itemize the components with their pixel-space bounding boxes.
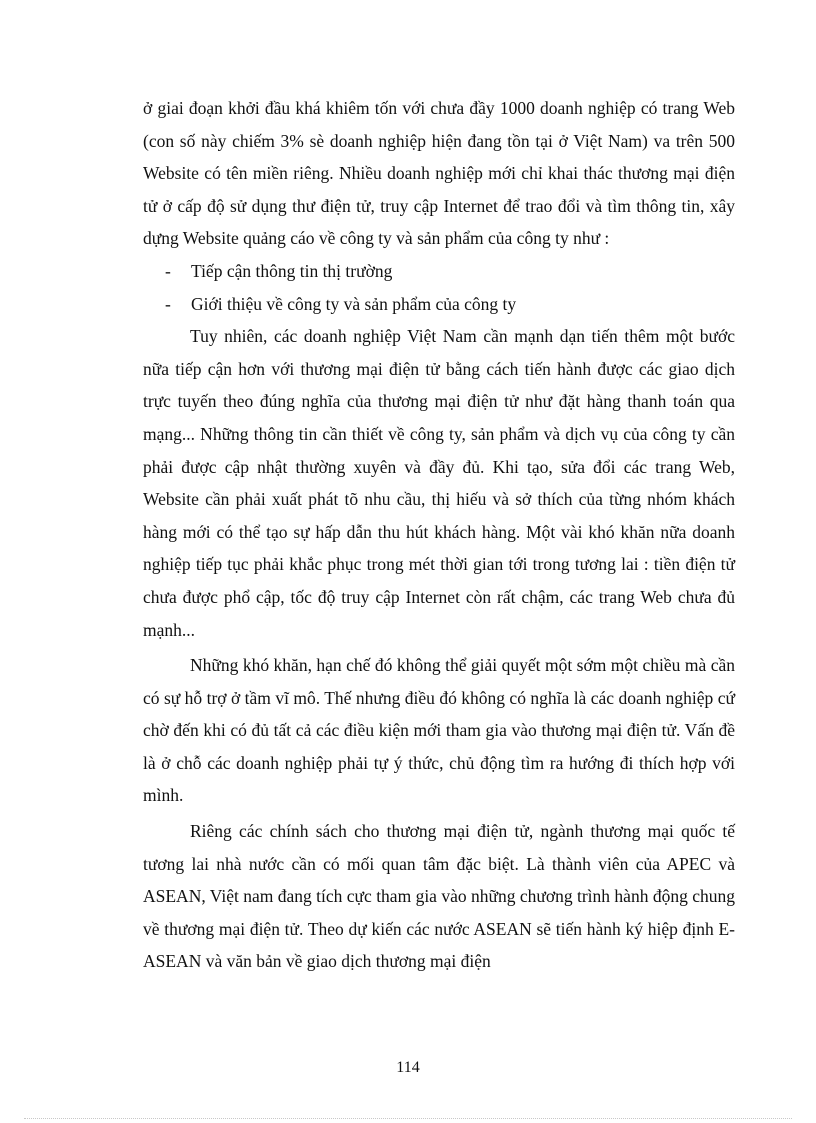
- page-number: 114: [396, 1059, 420, 1076]
- bullet-text: Tiếp cận thông tin thị trường: [191, 260, 393, 281]
- paragraph-3: Những khó khăn, hạn chế đó không thể giải quyết một sớm một chiều mà cần có sự hỗ trợ ở tầm vĩ mô. Thế nhưng điều đó không có nghĩa là các doanh nghiệp cứ chờ đến khi có đủ tất cả các điều kiện mới tham gia vào thương mại điện tử. Vấn đề là ở chỗ các doanh nghiệp phải tự ý thức, chủ động tìm ra hướng đi thích hợp với mình.: [143, 655, 735, 806]
- paragraph-4: Riêng các chính sách cho thương mại điện tử, ngành thương mại quốc tế tương lai nhà nước cần có mối quan tâm đặc biệt. Là thành viên của APEC và ASEAN, Việt nam đang tích cực tham gia vào những chương trình hành động chung về thương mại điện tử. Theo dự kiến các nước ASEAN sẽ tiến hành ký hiệp định E- ASEAN và văn bản về giao dịch thương mại điện: [143, 821, 735, 972]
- bullet-item: [143, 255, 735, 288]
- bullet-text: Giới thiệu về công ty và sản phẩm của công ty: [191, 293, 517, 314]
- bullet-list: [143, 255, 735, 320]
- paragraph-2: Tuy nhiên, các doanh nghiệp Việt Nam cần mạnh dạn tiến thêm một bước nữa tiếp cận hơn với thương mại điện tử bằng cách tiến hành được các giao dịch trực tuyến theo đúng nghĩa của thương mại điện tử như đặt hàng thanh toán qua mạng... Những thông tin cần thiết về công ty, sản phẩm và dịch vụ của công ty cần phải được cập nhật thường xuyên và đầy đủ. Khi tạo, sửa đổi các trang Web, Website cần phải xuất phát tõ nhu cầu, thị hiếu và sở thích của từng nhóm khách hàng mới có thể tạo sự hấp dẫn thu hút khách hàng. Một vài khó khăn nữa doanh nghiệp tiếp tục phải khắc phục trong mét thời gian tới trong tương lai : tiền điện tử chưa được phổ cập, tốc độ truy cập Internet còn rất chậm, các trang Web chưa đủ mạnh...: [143, 326, 735, 640]
- bullet-item: [143, 288, 735, 321]
- document-body: [143, 92, 735, 978]
- bullet-marker: -: [165, 293, 171, 314]
- bullet-marker: -: [165, 260, 171, 281]
- page-bottom-divider: [24, 1118, 792, 1119]
- paragraph-1: ở giai đoạn khởi đầu khá khiêm tốn với chưa đầy 1000 doanh nghiệp có trang Web (con số này chiếm 3% sè doanh nghiệp hiện đang tồn tại ở Việt Nam) va trên 500 Website có tên miền riêng. Nhiều doanh nghiệp mới chỉ khai thác thương mại điện tử ở cấp độ sử dụng thư điện tử, truy cập Internet để trao đổi và tìm thông tin, xây dựng Website quảng cáo về công ty và sản phẩm của công ty như :: [143, 98, 735, 249]
